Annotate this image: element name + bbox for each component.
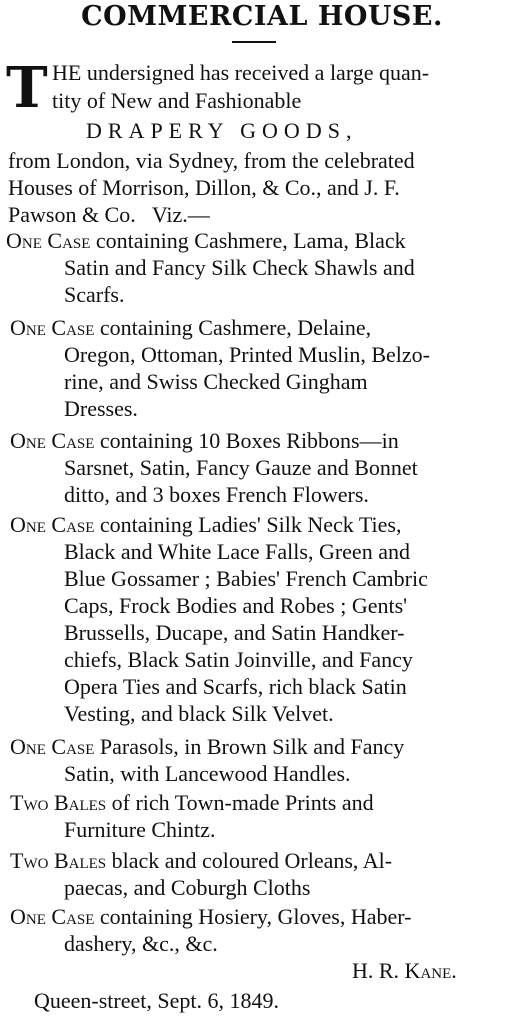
item-2-text: containing Cashmere, Delaine, [94,315,372,340]
item-8-text: containing Hosiery, Gloves, Haber- [94,904,412,929]
ad-title: COMMERCIAL HOUSE. [81,1,443,32]
item-4-line-5: Brussells, Ducape, and Satin Handker- [64,620,405,645]
item-4-qty: One [10,512,46,537]
item-5-unit: Case [51,734,95,759]
item-5-line-2: Satin, with Lancewood Handles. [64,761,351,786]
item-3-unit: Case [51,428,95,453]
item-1-line-1 [6,228,406,254]
item-3-text: containing 10 Boxes Ribbons—in [94,428,399,453]
item-6-line-1 [10,790,374,816]
intro-line-5: Houses of Morrison, Dillon, & Co., and J. F. [8,175,400,200]
item-4-line-3: Blue Gossamer ; Babies' French Cambric [64,566,428,591]
item-2-line-3: rine, and Swiss Checked Gingham [64,369,368,394]
item-4-line-2: Black and White Lace Falls, Green and [64,539,410,564]
item-5-text: Parasols, in Brown Silk and Fancy [94,734,405,759]
item-6-text: of rich Town-made Prints and [106,790,374,815]
item-6-unit: Bales [53,790,107,815]
dateline: Queen-street, Sept. 6, 1849. [34,988,279,1013]
item-1-line-2: Satin and Fancy Silk Check Shawls and [64,255,415,280]
item-2-line-1 [10,315,371,341]
item-3-line-2: Sarsnet, Satin, Fancy Gauze and Bonnet [64,455,418,480]
item-7-unit: Bales [53,848,107,873]
intro-line-1: HE undersigned has received a large quan- [52,60,430,85]
item-1-qty: One [6,228,42,253]
item-1-text: containing Cashmere, Lama, Black [90,228,406,253]
item-4-line-7: Opera Ties and Scarfs, rich black Satin [64,674,407,699]
drapery-heading: DRAPERY GOODS, [86,118,358,143]
item-7-line-2: paecas, and Coburgh Cloths [64,875,311,900]
item-3-qty: One [10,428,46,453]
item-2-line-4: Dresses. [64,396,138,421]
item-4-unit: Case [51,512,95,537]
item-4-line-4: Caps, Frock Bodies and Robes ; Gents' [64,593,408,618]
item-5-qty: One [10,734,46,759]
item-2-qty: One [10,315,46,340]
intro-line-6: Pawson & Co. Viz.— [8,202,210,227]
item-1-unit: Case [47,228,91,253]
item-5-line-1 [10,734,404,760]
item-8-line-2: dashery, &c., &c. [64,931,218,956]
item-8-qty: One [10,904,46,929]
item-6-line-2: Furniture Chintz. [64,817,216,842]
item-7-text: black and coloured Orleans, Al- [106,848,393,873]
item-1-line-3: Scarfs. [64,282,125,307]
item-4-text: containing Ladies' Silk Neck Ties, [94,512,402,537]
item-3-line-1 [10,428,399,454]
item-7-line-1 [10,848,392,874]
item-2-line-2: Oregon, Ottoman, Printed Muslin, Belzo- [64,342,431,367]
item-4-line-8: Vesting, and black Silk Velvet. [64,701,334,726]
intro-line-2: tity of New and Fashionable [52,88,302,113]
title-rule [232,41,276,43]
signature: H. R. Kane. [352,958,457,983]
item-7-qty: Two [10,848,49,873]
item-8-line-1 [10,904,411,930]
item-8-unit: Case [51,904,95,929]
drop-cap: T [6,55,48,121]
item-6-qty: Two [10,790,49,815]
item-3-line-3: ditto, and 3 boxes French Flowers. [64,482,369,507]
item-2-unit: Case [51,315,95,340]
item-4-line-6: chiefs, Black Satin Joinville, and Fancy [64,647,413,672]
intro-line-4: from London, via Sydney, from the celebrated [8,148,415,173]
item-4-line-1 [10,512,401,538]
